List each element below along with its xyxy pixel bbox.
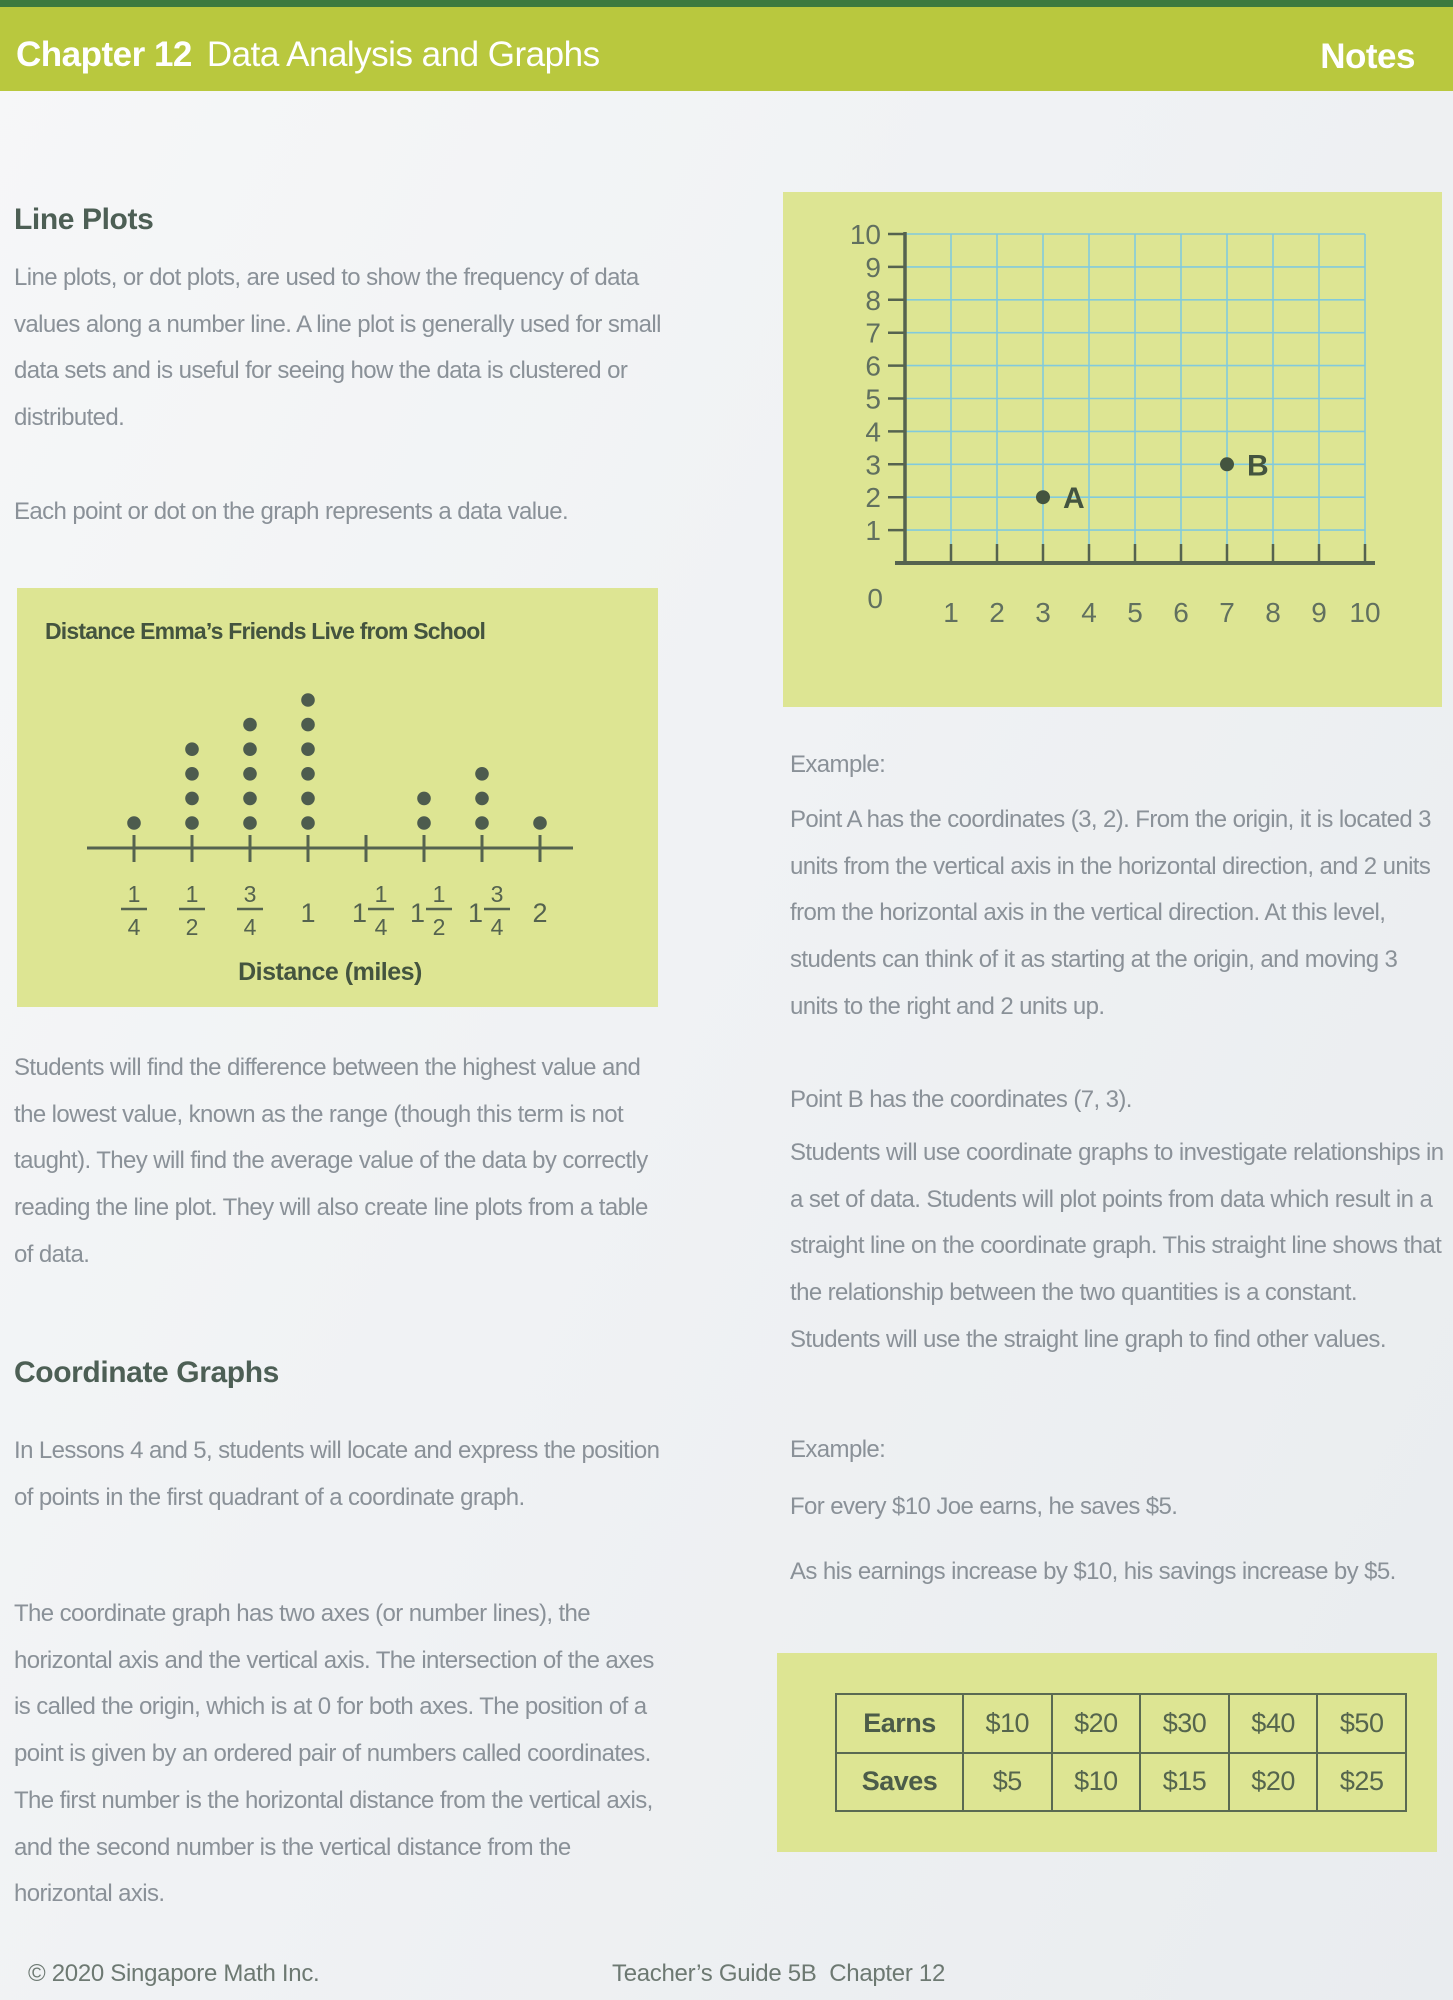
y-tick-label: 9 <box>865 251 881 283</box>
row-header: Saves <box>836 1753 963 1812</box>
row-header: Earns <box>836 1694 963 1753</box>
coordinate-graph-chart <box>783 192 1442 707</box>
table-cell: $50 <box>1317 1694 1406 1753</box>
coordinate-graph-panel <box>783 192 1442 707</box>
tick-label-whole: 1 <box>467 898 483 928</box>
data-dot <box>301 767 315 781</box>
tick-label-numerator: 1 <box>432 881 446 907</box>
tick-label-denominator: 2 <box>432 914 446 940</box>
data-dot <box>185 792 199 806</box>
paragraph: Students will find the difference between the highest value and the lowest value, known as the range (though this term is not taught). They will find the average value of the data by correctly reading the line plot. They will also create line plots from a table of data. <box>14 1054 648 1268</box>
data-dot <box>301 792 315 806</box>
table-row <box>836 1753 1406 1812</box>
data-dot <box>533 816 547 830</box>
data-dot <box>185 816 199 830</box>
data-dot <box>243 767 257 781</box>
line-plot-title: Distance Emma’s Friends Live from School <box>45 618 486 644</box>
table-cell: $40 <box>1229 1694 1318 1753</box>
x-tick-label: 9 <box>1311 597 1327 628</box>
data-dot <box>243 718 257 732</box>
y-tick-label: 3 <box>865 449 881 481</box>
paragraph: Students will use coordinate graphs to investigate relationships in a set of data. Students will plot points from data which result in a straight line on the coordinate graph. This straight line shows that the relationship between the two quantities is a constant. Students will use the straight line graph to find other values. <box>790 1139 1444 1353</box>
tick-label-denominator: 4 <box>374 914 388 940</box>
data-dot <box>243 816 257 830</box>
paragraph: Line plots, or dot plots, are used to show the frequency of data values along a number line. A line plot is generally used for small data sets and is useful for seeing how the data is clustered or distributed. <box>14 264 661 432</box>
tick-label: 2 <box>532 898 548 928</box>
tick-label-numerator: 1 <box>127 881 141 907</box>
tick-label-numerator: 3 <box>243 881 257 907</box>
point-label: A <box>1063 482 1085 516</box>
header-title-group <box>16 35 600 75</box>
data-dot <box>475 792 489 806</box>
y-tick-label: 8 <box>865 284 881 316</box>
earns-saves-table <box>835 1693 1407 1812</box>
y-tick-label: 7 <box>865 317 881 349</box>
data-dot <box>243 742 257 756</box>
x-tick-label: 5 <box>1127 597 1143 628</box>
tick-label-denominator: 4 <box>127 914 141 940</box>
y-tick-label: 6 <box>865 350 881 382</box>
table-cell: $25 <box>1317 1753 1406 1812</box>
x-tick-label: 10 <box>1349 597 1381 628</box>
paragraph: The coordinate graph has two axes (or number lines), the horizontal axis and the vertical axis. The intersection of the axes is called the origin, which is at 0 for both axes. The position of a point is given by an ordered pair of numbers called coordinates. The first number is the horizontal distance from the vertical axis, and the second number is the vertical distance from the horizontal axis. <box>14 1600 654 1908</box>
footer-copyright: © 2020 Singapore Math Inc. <box>28 1960 320 1987</box>
table-cell: $30 <box>1140 1694 1229 1753</box>
plotted-point <box>1036 490 1050 504</box>
notes-label: Notes <box>1320 37 1415 76</box>
y-tick-label: 1 <box>865 515 881 547</box>
x-tick-label: 4 <box>1081 597 1097 628</box>
data-dot <box>301 693 315 707</box>
data-dot <box>417 792 431 806</box>
x-tick-label: 7 <box>1219 597 1235 628</box>
data-dot <box>243 792 257 806</box>
x-tick-label: 8 <box>1265 597 1281 628</box>
chapter-label: Chapter 12 <box>16 35 192 74</box>
page-title: Data Analysis and Graphs <box>206 35 600 74</box>
table-cell: $15 <box>1140 1753 1229 1812</box>
paragraph: Each point or dot on the graph represents a data value. <box>14 498 569 525</box>
x-tick-label: 2 <box>989 597 1005 628</box>
line-plot-panel <box>17 588 658 1007</box>
x-tick-label: 6 <box>1173 597 1189 628</box>
x-tick-label: 3 <box>1035 597 1051 628</box>
data-dot <box>301 718 315 732</box>
data-dot <box>417 816 431 830</box>
example-label: Example: <box>790 751 886 778</box>
y-tick-label: 5 <box>865 383 881 415</box>
table-row <box>836 1694 1406 1753</box>
origin-label: 0 <box>867 583 883 614</box>
tick-label-whole: 1 <box>351 898 367 928</box>
tick-label: 1 <box>300 898 316 928</box>
x-tick-label: 1 <box>943 597 959 628</box>
table-cell: $10 <box>1052 1753 1141 1812</box>
tick-label-numerator: 1 <box>374 881 388 907</box>
data-dot <box>475 767 489 781</box>
footer-book-label: Teacher’s Guide 5B Chapter 12 <box>612 1960 945 1987</box>
data-dot <box>301 816 315 830</box>
table-cell: $10 <box>963 1694 1052 1753</box>
data-dot <box>185 742 199 756</box>
paragraph: For every $10 Joe earns, he saves $5. <box>790 1493 1178 1520</box>
table-cell: $20 <box>1229 1753 1318 1812</box>
section-heading-coordinate-graphs: Coordinate Graphs <box>14 1356 279 1389</box>
y-tick-label: 2 <box>865 482 881 514</box>
line-plot-chart <box>17 588 658 1007</box>
point-label: B <box>1247 449 1269 483</box>
tick-label-denominator: 2 <box>185 914 199 940</box>
paragraph: Point B has the coordinates (7, 3). <box>790 1086 1132 1113</box>
tick-label-denominator: 4 <box>490 914 504 940</box>
paragraph: In Lessons 4 and 5, students will locate and express the position of points in the first quadrant of a coordinate graph. <box>14 1437 660 1511</box>
section-heading-line-plots: Line Plots <box>14 203 154 236</box>
table-cell: $20 <box>1052 1694 1141 1753</box>
plotted-point <box>1220 457 1234 471</box>
header-bar <box>0 7 1453 91</box>
data-dot <box>127 816 141 830</box>
table-cell: $5 <box>963 1753 1052 1812</box>
example-label: Example: <box>790 1436 886 1463</box>
tick-label-whole: 1 <box>409 898 425 928</box>
data-dot <box>185 767 199 781</box>
tick-label-numerator: 3 <box>490 881 504 907</box>
paragraph: As his earnings increase by $10, his savings increase by $5. <box>790 1558 1396 1585</box>
y-tick-label: 10 <box>849 219 881 250</box>
paragraph: Point A has the coordinates (3, 2). From the origin, it is located 3 units from the vertical axis in the horizontal direction, and 2 units from the horizontal axis in the vertical direction. At this level, students can think of it as starting at the origin, and moving 3 units to the right and 2 units up. <box>790 806 1431 1020</box>
savings-table-panel <box>777 1653 1437 1852</box>
data-dot <box>475 816 489 830</box>
page-edge-strip <box>0 0 1453 7</box>
tick-label-denominator: 4 <box>243 914 257 940</box>
tick-label-numerator: 1 <box>185 881 199 907</box>
data-dot <box>301 742 315 756</box>
y-tick-label: 4 <box>865 416 881 448</box>
x-axis-label: Distance (miles) <box>238 958 422 986</box>
